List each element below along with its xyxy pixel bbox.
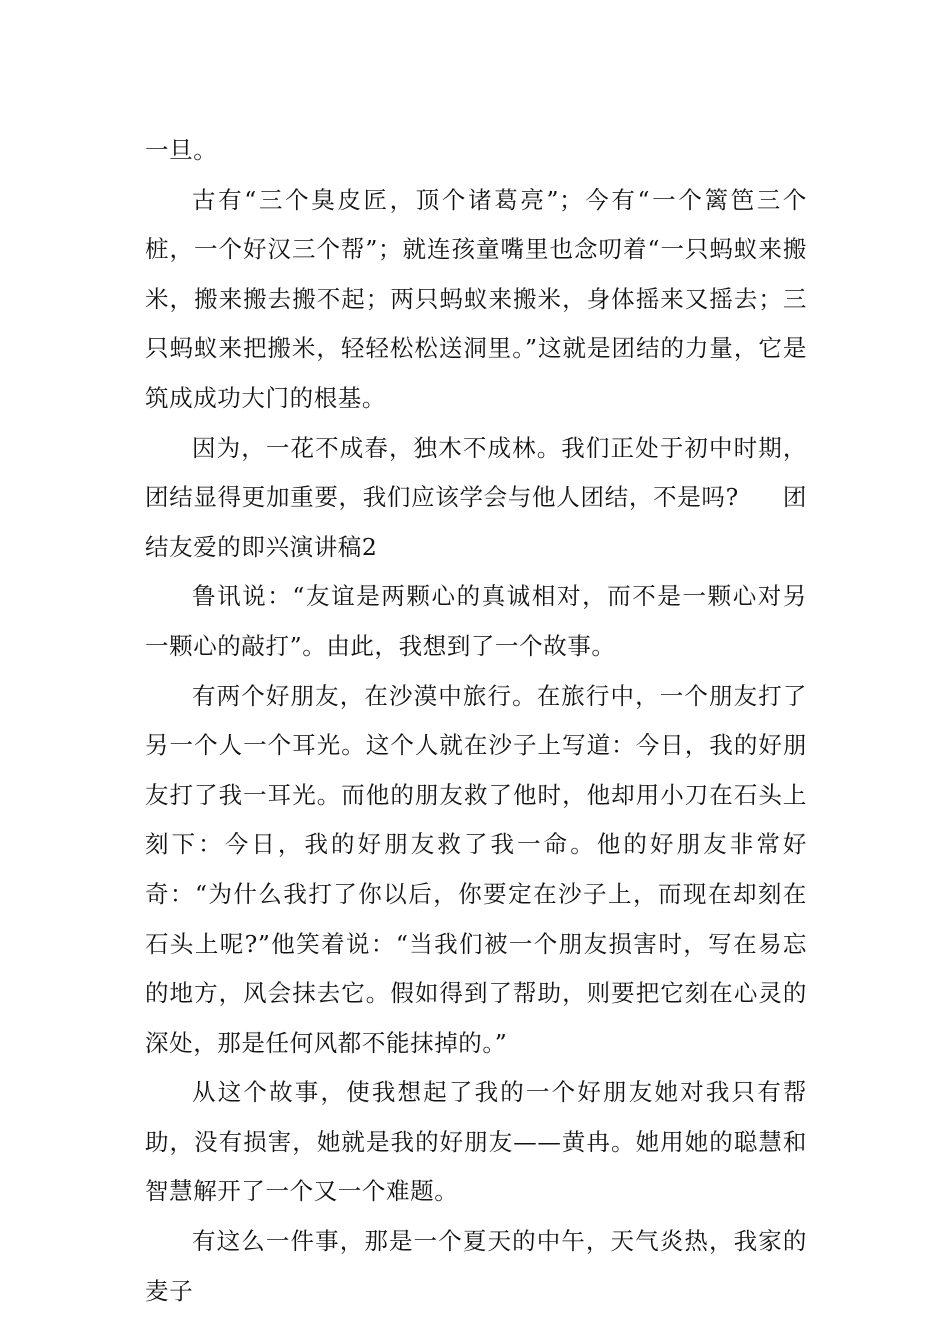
paragraph-luxun-quote: 鲁讯说：“友谊是两颗心的真诚相对，而不是一颗心对另一颗心的敲打”。由此，我想到了一个故事。: [145, 582, 807, 660]
paragraph-teamwork-conclusion: [145, 424, 807, 573]
paragraph-summer-noon: 有这么一件事，那是一个夏天的中午，天气炎热，我家的麦子: [145, 1227, 807, 1305]
speech-title: 团结友爱的即兴演讲稿2: [145, 483, 807, 561]
paragraph-good-friend: 从这个故事，使我想起了我的一个好朋友她对我只有帮助，没有损害，她就是我的好朋友——黄冉。她用她的聪慧和智慧解开了一个又一个难题。: [145, 1078, 807, 1206]
paragraph-continuation: 一旦。: [145, 136, 218, 164]
paragraph-teamwork-proverbs: 古有“三个臭皮匠，顶个诸葛亮”；今有“一个篱笆三个桩，一个好汉三个帮”；就连孩童嘴里也念叨着“一只蚂蚁来搬米，搬来搬去搬不起；两只蚂蚁来搬米，身体摇来又摇去；三只蚂蚁来把搬米，轻轻松松送洞里。”这就是团结的力量，它是筑成成功大门的根基。: [145, 185, 807, 412]
paragraph-teamwork-conclusion-text: 因为，一花不成春，独木不成林。我们正处于初中时期，团结显得更加重要，我们应该学会与他人团结，不是吗?: [145, 433, 807, 512]
paragraph-desert-story: 有两个好朋友，在沙漠中旅行。在旅行中，一个朋友打了另一个人一个耳光。这个人就在沙子上写道：今日，我的好朋友打了我一耳光。而他的朋友救了他时，他却用小刀在石头上刻下：今日，我的好朋友救了我一命。他的好朋友非常好奇：“为什么我打了你以后，你要定在沙子上，而现在却刻在石头上呢?”他笑着说：“当我们被一个朋友损害时，写在易忘的地方，风会抹去它。假如得到了帮助，则要把它刻在心灵的深处，那是任何风都不能抹掉的。”: [145, 681, 807, 1057]
document-body: [145, 126, 807, 1316]
